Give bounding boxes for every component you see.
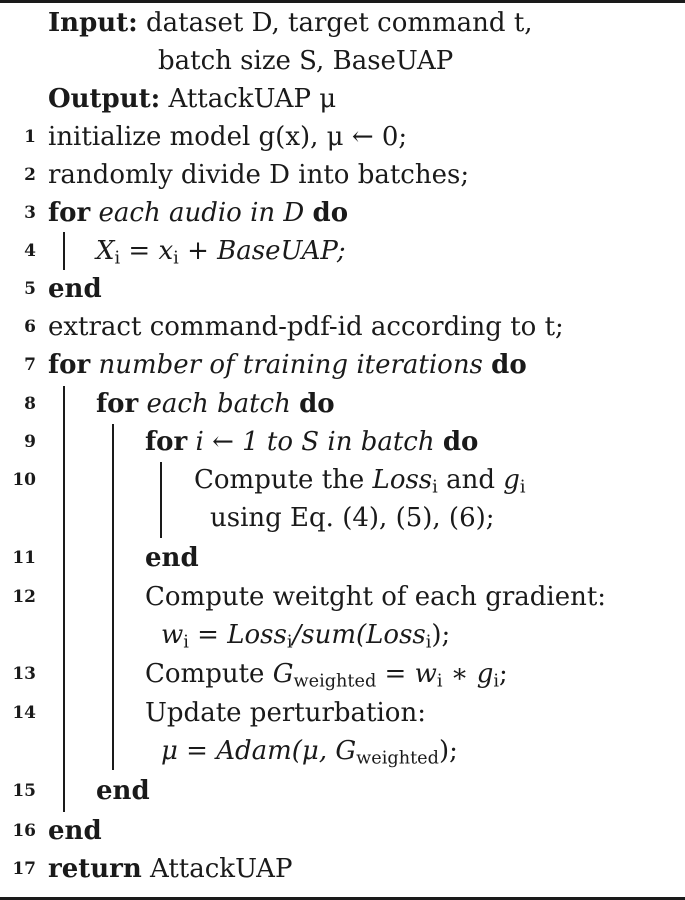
line-content [48, 274, 102, 304]
line-content [194, 465, 526, 502]
line-content [48, 816, 102, 846]
text-run: number of training iterations [90, 350, 492, 380]
line-content [145, 659, 508, 696]
text-run: Compute [145, 659, 273, 689]
text-run: i [183, 632, 189, 653]
text-run: /sum(Loss [292, 620, 426, 650]
line-content [48, 122, 407, 152]
text-run: each batch [138, 389, 300, 419]
text-run: AttackUAP [141, 854, 293, 884]
line-number: 15 [12, 781, 36, 801]
line-content [145, 427, 478, 457]
text-run: = Loss [188, 620, 287, 650]
line-number: 10 [12, 470, 36, 490]
line-number: 2 [24, 165, 36, 185]
text-run: i [425, 632, 432, 653]
text-run: and [437, 465, 504, 495]
text-run: w [161, 620, 184, 650]
line-number: 8 [24, 394, 36, 414]
line-content [48, 350, 527, 380]
text-run: end [145, 543, 199, 573]
output-label: Output: [48, 84, 161, 114]
text-run: end [96, 776, 150, 806]
text-run: X [96, 236, 115, 266]
text-run: do [442, 427, 479, 457]
text-run: return [48, 854, 142, 884]
line-content [145, 698, 426, 728]
line-content [96, 236, 346, 273]
line-number: 1 [24, 127, 36, 147]
text-run: ); [438, 736, 458, 766]
text-run: do [299, 389, 335, 419]
line-content [96, 776, 150, 806]
text-run: for [96, 389, 139, 419]
text-run: G [272, 659, 294, 689]
line-number: 5 [24, 279, 36, 299]
text-run: i [173, 248, 179, 269]
text-run: for [48, 350, 91, 380]
text-run: do [312, 198, 349, 228]
text-run: i ← 1 to S in batch [187, 427, 443, 457]
text-run: initialize model g(x), μ ← 0; [48, 122, 408, 152]
text-run: i [493, 671, 500, 692]
line-number: 14 [12, 703, 36, 723]
text-run: end [48, 274, 102, 304]
line-number: 13 [12, 664, 36, 684]
text-run: weighted [356, 748, 439, 769]
line-content [145, 582, 606, 612]
text-run: extract command-pdf-id according to t; [48, 312, 564, 342]
line-content [161, 736, 458, 773]
text-run: each audio in D [90, 198, 313, 228]
text-run: end [48, 816, 102, 846]
line-content [96, 389, 335, 419]
line-content [48, 160, 469, 190]
line-content [48, 854, 292, 884]
text-run: ∗ g [442, 659, 494, 689]
line-number: 11 [12, 548, 36, 568]
output-text: AttackUAP μ [168, 84, 337, 114]
text-run: Update perturbation: [145, 698, 426, 728]
line-number: 16 [12, 821, 36, 841]
scope-bar-for-batch [112, 424, 114, 770]
text-run: weighted [293, 671, 377, 692]
text-run: i [432, 477, 438, 498]
text-run: for [145, 427, 188, 457]
text-run: i [286, 632, 293, 653]
input-text-1: dataset D, target command t, [146, 8, 533, 38]
line-content [48, 312, 564, 342]
text-run: do [491, 350, 527, 380]
text-run: randomly divide D into batches; [48, 160, 470, 190]
line-content [161, 620, 450, 657]
scope-bar-for-audio [63, 232, 65, 270]
line-number: 6 [24, 317, 36, 337]
line-number: 12 [12, 587, 36, 607]
text-run: = w [376, 659, 437, 689]
scope-bar-for-sample [160, 462, 162, 538]
text-run: Loss [372, 465, 433, 495]
text-run: + BaseUAP; [178, 236, 346, 266]
text-run: using Eq. (4), (5), (6); [210, 503, 495, 533]
text-run: for [48, 198, 91, 228]
line-content [210, 503, 495, 533]
text-run: μ = Adam(μ, G [161, 736, 357, 766]
input-label: Input: [48, 8, 138, 38]
scope-bar-for-iterations [63, 386, 65, 812]
line-number: 17 [12, 859, 36, 879]
input-text-2: batch size S, BaseUAP [158, 46, 454, 76]
text-run: i [519, 477, 526, 498]
text-run: i [114, 248, 121, 269]
line-number: 7 [24, 355, 36, 375]
text-run: Compute weitght of each gradient: [145, 582, 607, 612]
line-number: 9 [24, 432, 36, 452]
text-run: Compute the [194, 465, 373, 495]
line-number: 4 [24, 241, 36, 261]
line-content [145, 543, 199, 573]
line-content [48, 198, 348, 228]
text-run: i [436, 671, 443, 692]
text-run: = x [120, 236, 174, 266]
text-run: ); [431, 620, 451, 650]
text-run: g [503, 465, 520, 495]
line-number: 3 [24, 203, 36, 223]
text-run: ; [499, 659, 508, 689]
